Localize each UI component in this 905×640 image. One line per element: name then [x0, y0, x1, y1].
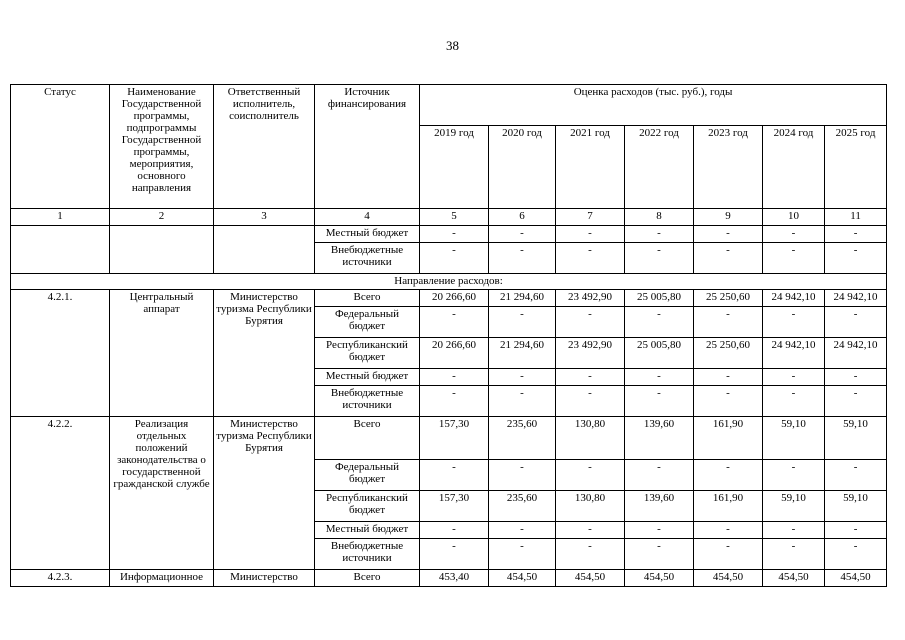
value-cell: -	[625, 522, 694, 539]
value-cell: -	[420, 522, 489, 539]
value-cell: -	[625, 226, 694, 243]
value-cell: 21 294,60	[489, 290, 556, 307]
table-row	[11, 417, 887, 460]
value-cell: -	[625, 369, 694, 386]
source-cell: Республиканский бюджет	[315, 338, 420, 369]
value-cell: -	[489, 460, 556, 491]
column-number: 3	[214, 209, 315, 226]
value-cell: -	[694, 226, 763, 243]
value-cell: -	[556, 386, 625, 417]
value-cell: -	[556, 522, 625, 539]
value-cell: -	[763, 307, 825, 338]
value-cell: -	[694, 369, 763, 386]
source-cell: Федеральный бюджет	[315, 307, 420, 338]
value-cell: -	[763, 539, 825, 570]
name-cell: Реализация отдельных положений законодательства о государственной гражданской службе	[110, 417, 214, 570]
name-cell	[110, 226, 214, 274]
value-cell: 157,30	[420, 417, 489, 460]
value-cell: 130,80	[556, 417, 625, 460]
value-cell: -	[825, 369, 887, 386]
table-row	[11, 226, 887, 243]
year-header: 2021 год	[556, 126, 625, 209]
year-header: 2024 год	[763, 126, 825, 209]
column-number: 6	[489, 209, 556, 226]
value-cell: -	[763, 243, 825, 274]
source-cell: Местный бюджет	[315, 369, 420, 386]
value-cell: -	[825, 386, 887, 417]
source-cell: Федеральный бюджет	[315, 460, 420, 491]
responsible-cell: Министерство туризма Республики Бурятия	[214, 417, 315, 570]
status-cell	[11, 226, 110, 274]
value-cell: -	[420, 386, 489, 417]
value-cell: -	[420, 226, 489, 243]
value-cell: 24 942,10	[825, 290, 887, 307]
value-cell: 453,40	[420, 570, 489, 587]
value-cell: 59,10	[763, 417, 825, 460]
source-cell: Внебюджетные источники	[315, 386, 420, 417]
value-cell: -	[420, 243, 489, 274]
column-number: 10	[763, 209, 825, 226]
page-number: 38	[446, 38, 459, 53]
value-cell: 454,50	[625, 570, 694, 587]
value-cell: -	[694, 307, 763, 338]
value-cell: -	[825, 460, 887, 491]
value-cell: -	[694, 386, 763, 417]
value-cell: 59,10	[825, 491, 887, 522]
value-cell: 21 294,60	[489, 338, 556, 369]
value-cell: -	[556, 243, 625, 274]
value-cell: -	[489, 369, 556, 386]
value-cell: -	[489, 386, 556, 417]
value-cell: -	[489, 226, 556, 243]
status-cell: 4.2.3.	[11, 570, 110, 587]
section-row	[11, 274, 887, 290]
value-cell: -	[420, 369, 489, 386]
value-cell: 454,50	[489, 570, 556, 587]
value-cell: 139,60	[625, 417, 694, 460]
value-cell: -	[625, 539, 694, 570]
header-responsible: Ответственный исполнитель, соисполнитель	[214, 85, 315, 209]
value-cell: 20 266,60	[420, 338, 489, 369]
budget-table	[10, 84, 887, 587]
source-cell: Всего	[315, 417, 420, 460]
value-cell: -	[763, 522, 825, 539]
status-cell: 4.2.2.	[11, 417, 110, 570]
value-cell: 454,50	[556, 570, 625, 587]
value-cell: -	[625, 386, 694, 417]
source-cell: Местный бюджет	[315, 226, 420, 243]
value-cell: -	[489, 522, 556, 539]
value-cell: 25 005,80	[625, 338, 694, 369]
value-cell: 130,80	[556, 491, 625, 522]
name-cell: Информационное	[110, 570, 214, 587]
value-cell: 24 942,10	[825, 338, 887, 369]
value-cell: 235,60	[489, 491, 556, 522]
value-cell: 25 005,80	[625, 290, 694, 307]
value-cell: -	[489, 307, 556, 338]
value-cell: -	[694, 460, 763, 491]
source-cell: Всего	[315, 570, 420, 587]
value-cell: 161,90	[694, 417, 763, 460]
value-cell: 139,60	[625, 491, 694, 522]
value-cell: 454,50	[763, 570, 825, 587]
year-header: 2022 год	[625, 126, 694, 209]
source-cell: Всего	[315, 290, 420, 307]
name-cell: Центральный аппарат	[110, 290, 214, 417]
value-cell: 24 942,10	[763, 290, 825, 307]
source-cell: Республиканский бюджет	[315, 491, 420, 522]
column-number: 5	[420, 209, 489, 226]
value-cell: 454,50	[825, 570, 887, 587]
table-row	[11, 570, 887, 587]
value-cell: -	[825, 522, 887, 539]
column-number: 2	[110, 209, 214, 226]
value-cell: -	[489, 539, 556, 570]
header-status: Статус	[11, 85, 110, 209]
value-cell: 157,30	[420, 491, 489, 522]
header-source: Источник финансирования	[315, 85, 420, 209]
value-cell: 454,50	[694, 570, 763, 587]
value-cell: 25 250,60	[694, 290, 763, 307]
value-cell: -	[556, 369, 625, 386]
section-title: Направление расходов:	[11, 274, 887, 290]
column-number: 7	[556, 209, 625, 226]
value-cell: 59,10	[825, 417, 887, 460]
year-header: 2025 год	[825, 126, 887, 209]
value-cell: -	[556, 307, 625, 338]
column-number: 1	[11, 209, 110, 226]
value-cell: -	[556, 539, 625, 570]
value-cell: -	[825, 307, 887, 338]
value-cell: -	[556, 460, 625, 491]
value-cell: -	[694, 522, 763, 539]
source-cell: Местный бюджет	[315, 522, 420, 539]
value-cell: -	[625, 307, 694, 338]
value-cell: -	[420, 539, 489, 570]
value-cell: -	[825, 539, 887, 570]
value-cell: 23 492,90	[556, 290, 625, 307]
value-cell: -	[489, 243, 556, 274]
value-cell: -	[825, 243, 887, 274]
value-cell: 23 492,90	[556, 338, 625, 369]
value-cell: -	[763, 369, 825, 386]
value-cell: -	[625, 243, 694, 274]
header-name: Наименование Государственной программы, подпрограммы Государственной программы, мероприятия, основного направления	[110, 85, 214, 209]
value-cell: 20 266,60	[420, 290, 489, 307]
value-cell: -	[694, 539, 763, 570]
responsible-cell: Министерство туризма Республики Бурятия	[214, 290, 315, 417]
responsible-cell	[214, 226, 315, 274]
value-cell: -	[825, 226, 887, 243]
value-cell: 235,60	[489, 417, 556, 460]
value-cell: 161,90	[694, 491, 763, 522]
value-cell: 59,10	[763, 491, 825, 522]
year-header: 2023 год	[694, 126, 763, 209]
source-cell: Внебюджетные источники	[315, 243, 420, 274]
status-cell: 4.2.1.	[11, 290, 110, 417]
value-cell: -	[763, 226, 825, 243]
value-cell: -	[556, 226, 625, 243]
table-row	[11, 290, 887, 307]
year-header: 2019 год	[420, 126, 489, 209]
column-number: 4	[315, 209, 420, 226]
value-cell: 25 250,60	[694, 338, 763, 369]
responsible-cell: Министерство	[214, 570, 315, 587]
value-cell: -	[420, 460, 489, 491]
value-cell: -	[420, 307, 489, 338]
value-cell: -	[763, 460, 825, 491]
value-cell: -	[625, 460, 694, 491]
source-cell: Внебюджетные источники	[315, 539, 420, 570]
column-number: 9	[694, 209, 763, 226]
header-estimate: Оценка расходов (тыс. руб.), годы	[420, 85, 887, 126]
column-number: 8	[625, 209, 694, 226]
column-number: 11	[825, 209, 887, 226]
value-cell: -	[763, 386, 825, 417]
value-cell: 24 942,10	[763, 338, 825, 369]
value-cell: -	[694, 243, 763, 274]
year-header: 2020 год	[489, 126, 556, 209]
